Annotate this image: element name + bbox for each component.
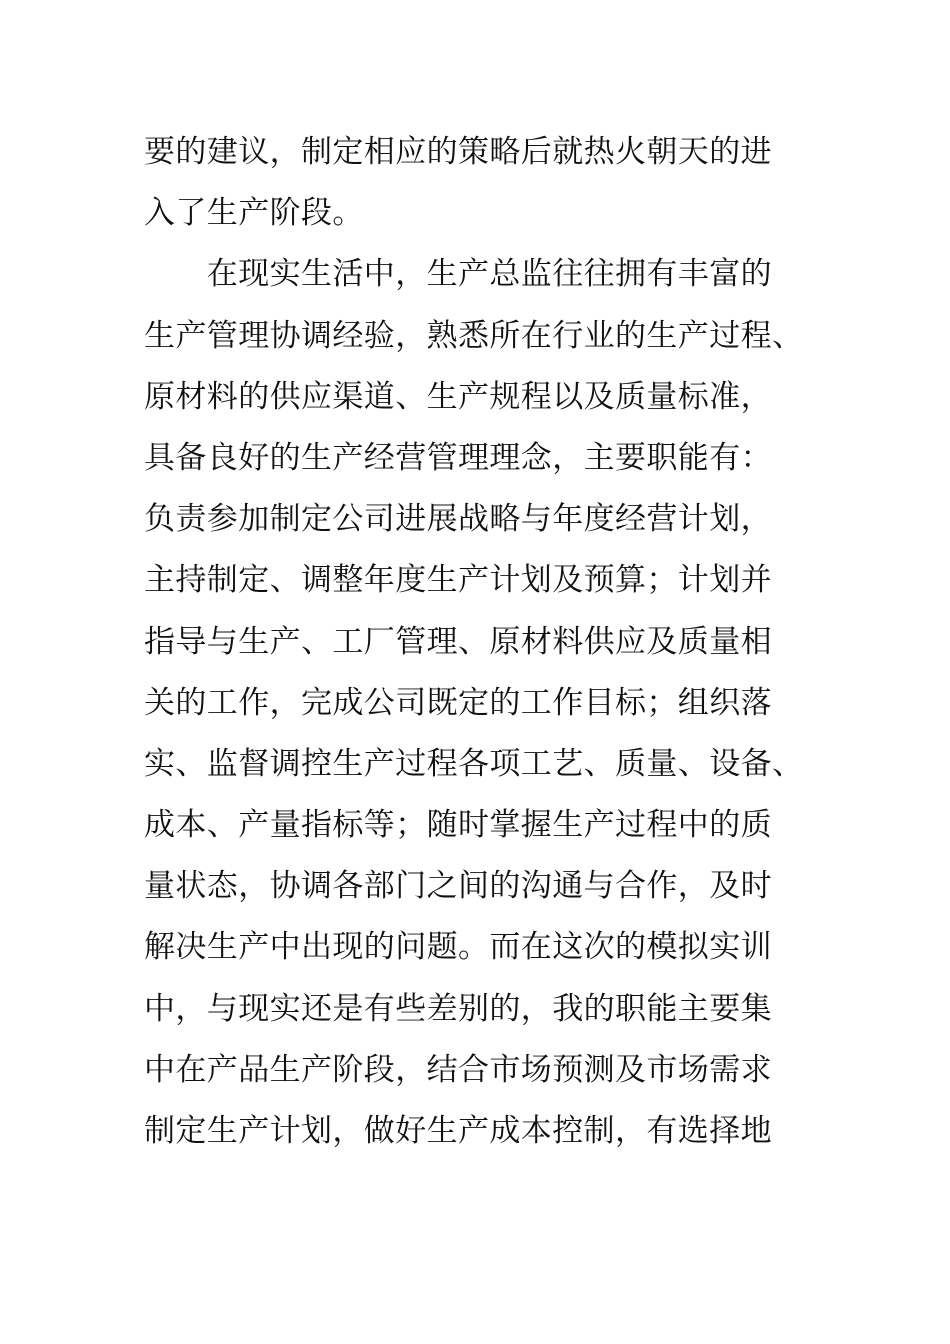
text-line: 实、监督调控生产过程各项工艺、质量、设备、 xyxy=(144,745,804,782)
text-line: 量状态，协调各部门之间的沟通与合作，及时 xyxy=(144,868,772,905)
text-line: 要的建议，制定相应的策略后就热火朝天的进 xyxy=(144,134,772,170)
text-line: 具备良好的生产经营管理理念，主要职能有： xyxy=(144,439,772,476)
text-line: 解决生产中出现的问题。而在这次的模拟实训 xyxy=(144,929,772,966)
text-line: 中，与现实还是有些差别的，我的职能主要集 xyxy=(144,990,772,1027)
text-line: 指导与生产、工厂管理、原材料供应及质量相 xyxy=(144,623,772,660)
text-line: 负责参加制定公司进展战略与年度经营计划， xyxy=(144,501,772,538)
text-line: 制定生产计划，做好生产成本控制，有选择地 xyxy=(144,1113,772,1149)
text-line: 成本、产量指标等；随时掌握生产过程中的质 xyxy=(144,807,772,844)
text-line: 中在产品生产阶段，结合市场预测及市场需求 xyxy=(144,1051,772,1088)
text-line: 入了生产阶段。 xyxy=(144,195,364,232)
text-line: 关的工作，完成公司既定的工作目标；组织落 xyxy=(144,684,772,721)
body-text xyxy=(144,122,824,1162)
text-line: 在现实生活中，生产总监往往拥有丰富的 xyxy=(144,256,772,293)
text-line: 生产管理协调经验，熟悉所在行业的生产过程、 xyxy=(144,317,804,354)
text-line: 主持制定、调整年度生产计划及预算；计划并 xyxy=(144,562,772,599)
text-line: 原材料的供应渠道、生产规程以及质量标准， xyxy=(144,378,772,415)
